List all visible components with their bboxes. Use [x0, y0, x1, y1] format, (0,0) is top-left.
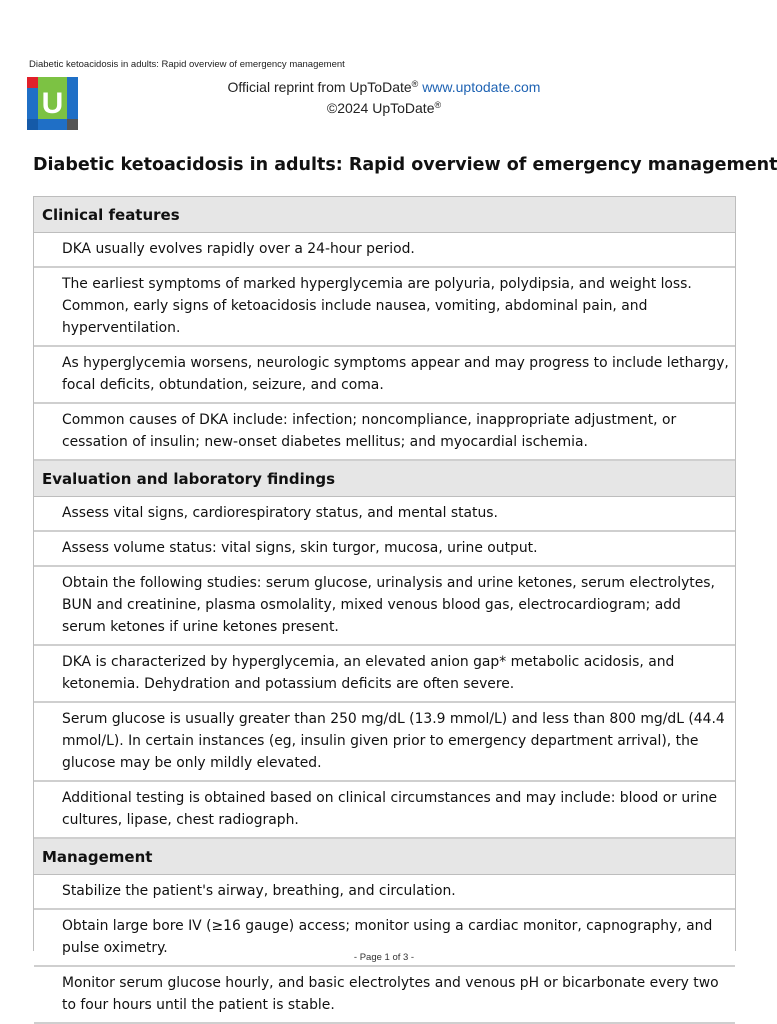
table-row: Obtain large bore IV (≥16 gauge) access; monitor using a cardiac monitor, capnography, and pulse oximetry. — [34, 910, 735, 967]
logo-letter: U — [41, 87, 64, 120]
table-row: Additional testing is obtained based on clinical circumstances and may include: blood or urine cultures, lipase, chest radiograph. — [34, 782, 735, 839]
table-row: Monitor serum glucose hourly, and basic electrolytes and venous pH or bicarbonate every two to four hours until the patient is stable. — [34, 967, 735, 1024]
copyright-line — [0, 100, 768, 116]
table-row: Common causes of DKA include: infection; noncompliance, inappropriate adjustment, or cessation of insulin; new-onset diabetes mellitus; and myocardial ischemia. — [34, 404, 735, 461]
table-row: Stabilize the patient's airway, breathing, and circulation. — [34, 875, 735, 910]
section-heading-management: Management — [34, 839, 735, 875]
table-row: DKA usually evolves rapidly over a 24-hour period. — [34, 233, 735, 268]
table-row: Assess vital signs, cardiorespiratory status, and mental status. — [34, 497, 735, 532]
table-row: Assess volume status: vital signs, skin turgor, mucosa, urine output. — [34, 532, 735, 567]
page-title: Diabetic ketoacidosis in adults: Rapid overview of emergency management — [33, 155, 777, 175]
copyright-text: ©2024 UpToDate — [326, 100, 435, 116]
table-row: Obtain the following studies: serum glucose, urinalysis and urine ketones, serum electrolytes, BUN and creatinine, plasma osmolality, mixed venous blood gas, electrocardiogram; add serum ketones if urine ketones present. — [34, 567, 735, 646]
document-caption: Diabetic ketoacidosis in adults: Rapid overview of emergency management — [29, 59, 345, 70]
table-row: As hyperglycemia worsens, neurologic symptoms appear and may progress to include lethargy, focal deficits, obtundation, seizure, and coma. — [34, 347, 735, 404]
table-row: The earliest symptoms of marked hyperglycemia are polyuria, polydipsia, and weight loss. Common, early signs of ketoacidosis include nausea, vomiting, abdominal pain, and hyperventilation. — [34, 268, 735, 347]
table-row: Serum glucose is usually greater than 250 mg/dL (13.9 mmol/L) and less than 800 mg/dL (44.4 mmol/L). In certain instances (eg, insulin given prior to emergency department arrival), the glucose may be only mildly elevated. — [34, 703, 735, 782]
page-number: - Page 1 of 3 - — [353, 952, 415, 963]
registered-mark: ® — [411, 79, 419, 89]
section-heading-clinical-features: Clinical features — [34, 197, 735, 233]
reprint-line — [0, 79, 768, 95]
reprint-prefix: Official reprint from UpToDate — [227, 79, 412, 95]
table-row: DKA is characterized by hyperglycemia, an elevated anion gap* metabolic acidosis, and ketonemia. Dehydration and potassium deficits are often severe. — [34, 646, 735, 703]
registered-mark-2: ® — [434, 100, 442, 110]
section-heading-evaluation: Evaluation and laboratory findings — [34, 461, 735, 497]
uptodate-link[interactable]: www.uptodate.com — [422, 79, 541, 95]
